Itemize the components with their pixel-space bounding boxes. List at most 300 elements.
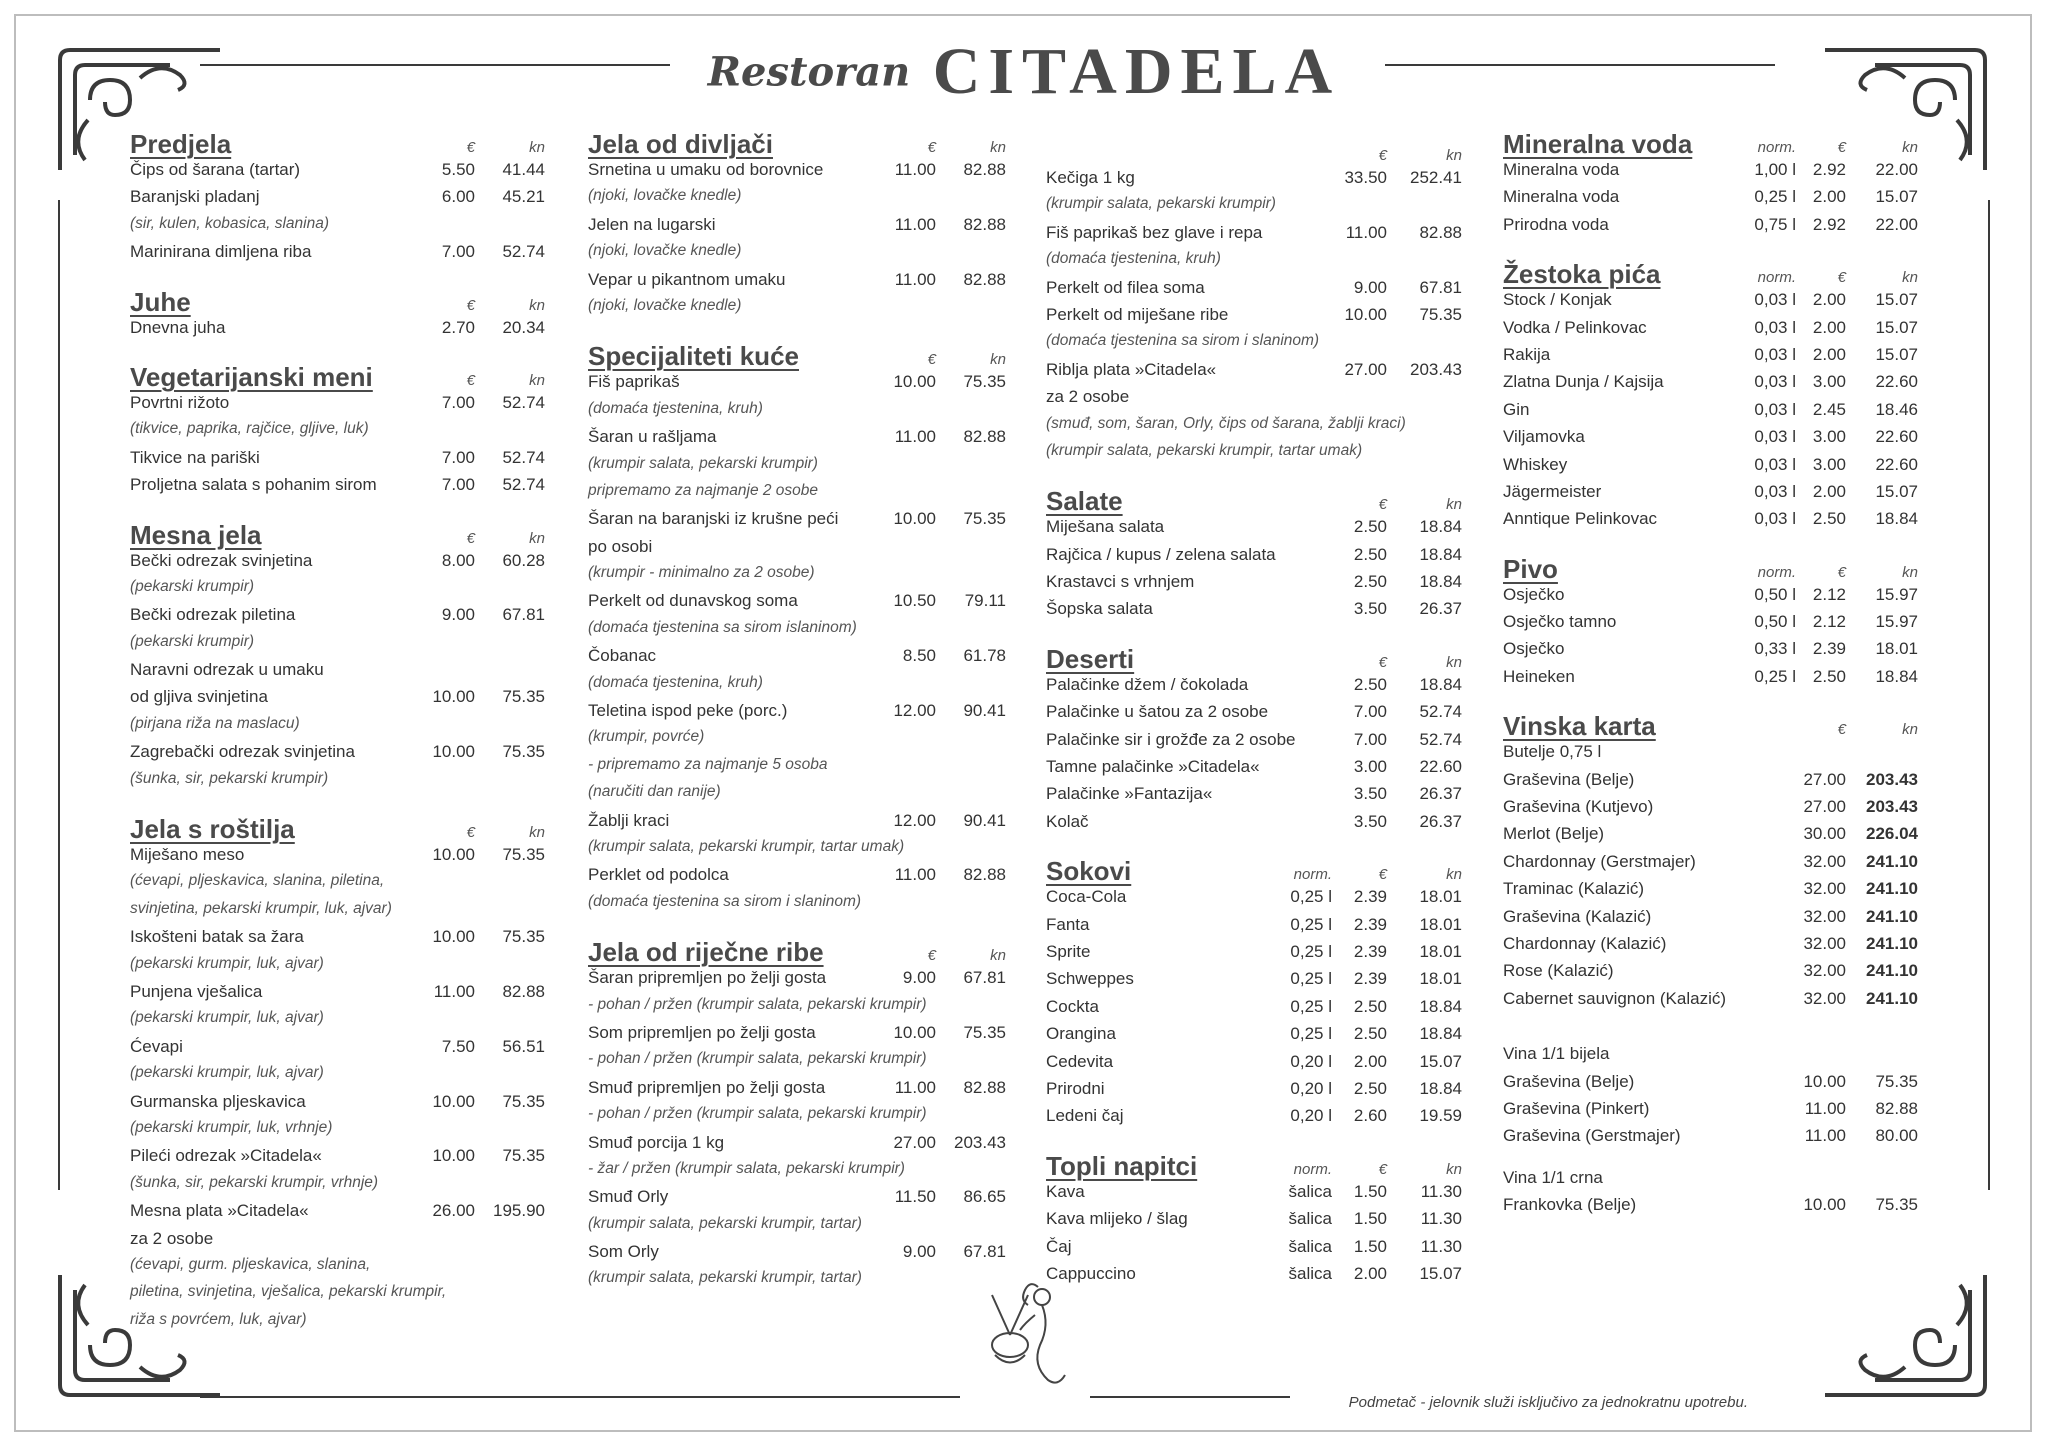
item-note: riža s povrćem, luk, ajvar) [130,1310,307,1328]
menu-section [1503,122,1918,242]
item-name: Cockta [1046,996,1099,1016]
column-label-norm: norm. [1293,1160,1332,1178]
item-volume: 0,20 l [1290,1078,1332,1098]
item-price-eur: 1.50 [1353,1209,1387,1229]
item-volume: šalica [1288,1209,1332,1229]
menu-item [130,687,545,714]
menu-section [1046,130,1462,469]
menu-item [1046,305,1462,332]
item-name: za 2 osobe [130,1228,214,1248]
item-note: (šunka, sir, pekarski krumpir, vrhnje) [130,1173,379,1191]
menu-item [1503,612,1918,639]
item-price-kn: 41.44 [502,160,545,179]
item-volume: 0,20 l [1290,1051,1332,1071]
column-label-kn: kn [529,529,545,547]
item-name: Žablji kraci [588,810,670,830]
item-name: Som Orly [588,1242,659,1262]
item-name: od gljiva svinjetina [130,687,268,707]
item-price-eur: 2.00 [1812,481,1846,501]
item-price-kn: 19.59 [1419,1106,1462,1126]
item-name: Smuđ pripremljen po želji gosta [588,1077,826,1097]
menu-item [1503,585,1918,612]
section-title: Specijaliteti kuće [588,341,799,372]
menu-item [130,551,545,578]
section-header [588,930,1006,968]
item-price-kn: 82.88 [963,269,1006,289]
item-price-kn: 15.07 [1875,481,1918,501]
item-price-kn: 18.01 [1419,887,1462,907]
item-price-eur: 10.00 [432,1091,475,1111]
menu-item [588,968,1006,995]
item-price-kn: 75.35 [502,1146,545,1166]
item-name: Traminac (Kalazić) [1503,879,1645,899]
item-price-kn: 15.07 [1875,187,1918,207]
item-price-kn: 82.88 [963,1077,1006,1097]
item-price-eur: 10.00 [432,927,475,947]
item-price-eur: 12.00 [893,701,936,721]
menu-item [1046,599,1462,626]
item-price-eur: 1.50 [1353,1181,1387,1201]
wine-item [1503,1126,1918,1153]
item-note: piletina, svinjetina, vješalica, pekarski krumpir, [130,1283,447,1301]
wine-item [1503,1099,1918,1126]
item-name: Smuđ Orly [588,1187,669,1207]
item-price-kn: 60.28 [502,550,545,570]
item-name: Rakija [1503,344,1551,364]
item-price-eur: 10.00 [1803,1195,1846,1215]
item-volume: 0,03 l [1754,427,1796,447]
item-price-eur: 10.00 [893,372,936,392]
item-price-kn: 18.84 [1419,572,1462,592]
item-name: Tamne palačinke »Citadela« [1046,757,1260,777]
item-name: Tikvice na pariški [130,447,260,467]
item-name: Heineken [1503,666,1575,686]
left-border [58,200,60,1190]
item-price-kn: 195.90 [493,1201,545,1221]
menu-item [1503,215,1918,242]
menu-item [1046,757,1462,784]
item-price-kn: 82.88 [963,214,1006,234]
item-volume: 0,03 l [1754,372,1796,392]
item-price-eur: 2.39 [1812,639,1846,659]
header-restoran: Restoran [707,48,911,96]
column-label-kn: kn [1902,139,1918,156]
item-name: Sprite [1046,941,1091,961]
item-price-eur: 2.50 [1353,996,1387,1016]
section-title: Vinska karta [1503,711,1656,742]
item-price-eur: 3.50 [1353,811,1387,831]
column-label-norm: norm. [1757,563,1796,581]
item-price-eur: 2.39 [1353,914,1387,934]
item-volume: 0,03 l [1754,344,1796,364]
column-label-eur: € [466,529,475,547]
item-volume: 0,25 l [1290,996,1332,1016]
item-price-kn: 18.84 [1875,666,1918,686]
item-volume: 0,75 l [1754,214,1796,234]
column-label-eur: € [1378,496,1387,514]
item-price-kn: 82.88 [502,981,545,1001]
menu-section [130,807,545,1338]
item-price-kn: 22.00 [1875,214,1918,234]
item-note: (pekarski krumpir, luk, ajvar) [130,1009,324,1027]
item-price-kn: 45.21 [502,187,545,207]
menu-item [130,742,545,769]
item-name: Baranjski pladanj [130,187,260,207]
item-price-eur: 7.00 [1353,702,1387,722]
item-price-kn: 15.97 [1875,612,1918,632]
item-price-kn: 26.37 [1419,599,1462,619]
item-note: (pekarski krumpir, luk, ajvar) [130,1064,324,1082]
item-name: Čobanac [588,646,657,666]
item-price-kn: 18.84 [1419,996,1462,1016]
item-price-eur: 30.00 [1803,824,1846,844]
item-price-eur: 9.00 [902,968,936,988]
item-name: Srnetina u umaku od borovnice [588,160,824,179]
item-price-kn: 75.35 [963,372,1006,392]
item-note: (šunka, sir, pekarski krumpir) [130,769,329,787]
item-price-eur: 2.70 [441,317,475,337]
item-name: Kolač [1046,811,1089,831]
item-price-eur: 2.00 [1353,1263,1387,1283]
item-price-eur: 10.50 [893,591,936,611]
column-label-kn: kn [1446,147,1462,164]
item-name: Fiš paprikaš [588,372,680,392]
item-price-kn: 18.01 [1419,914,1462,934]
menu-item [130,982,545,1009]
column-label-kn: kn [1446,653,1462,671]
menu-item [588,509,1006,536]
item-price-eur: 32.00 [1803,961,1846,981]
item-price-kn: 20.34 [502,317,545,337]
item-note: (domaća tjestenina sa sirom islaninom) [588,618,857,636]
item-price-eur: 2.50 [1353,1024,1387,1044]
item-note: (naručiti dan ranije) [588,783,721,801]
item-price-kn: 22.60 [1875,372,1918,392]
item-name: Anntique Pelinkovac [1503,509,1658,529]
column-label-kn: kn [1902,721,1918,739]
item-price-eur: 26.00 [432,1201,475,1221]
item-name: Ćevapi [130,1036,183,1056]
menu-item [1503,455,1918,482]
item-volume: 0,03 l [1754,454,1796,474]
menu-item [1046,1264,1462,1291]
item-price-eur: 11.00 [894,214,936,234]
item-price-kn: 75.35 [502,687,545,707]
item-price-eur: 10.00 [1803,1071,1846,1091]
item-name: Gurmanska pljeskavica [130,1091,306,1111]
item-name: Kava [1046,1181,1085,1201]
menu-item [130,475,545,502]
item-price-eur: 11.00 [894,427,936,447]
item-name: Šaran na baranjski iz krušne peći [588,509,839,529]
item-name: Proljetna salata s pohanim sirom [130,475,377,495]
mermaid-illustration-icon [980,1275,1070,1395]
section-header [1046,849,1462,887]
wine-item [1503,1072,1918,1099]
item-price-eur: 7.00 [441,392,475,412]
menu-item [1503,667,1918,694]
wine-subheading-bottles: Butelje 0,75 l [1503,742,1602,762]
item-price-kn: 18.46 [1875,399,1918,419]
item-price-eur: 2.92 [1812,160,1846,179]
section-title: Žestoka pića [1503,259,1661,290]
menu-item [1046,812,1462,839]
item-price-kn: 15.07 [1875,344,1918,364]
column-label-kn: kn [990,139,1006,156]
item-price-kn: 226.04 [1866,824,1918,844]
item-note: (pekarski krumpir, luk, ajvar) [130,954,324,972]
item-price-eur: 2.39 [1353,887,1387,907]
item-volume: 0,25 l [1290,887,1332,907]
item-note: (krumpir salata, pekarski krumpir, tartar) [588,1269,862,1287]
item-price-eur: 32.00 [1803,906,1846,926]
menu-section [1503,547,1918,695]
menu-item [588,427,1006,454]
bottom-border-left [200,1396,960,1398]
wine-item [1503,907,1918,934]
menu-item [588,646,1006,673]
item-price-kn: 22.60 [1419,757,1462,777]
item-price-kn: 11.30 [1420,1181,1462,1201]
column-label-eur: € [1837,269,1846,287]
item-price-eur: 7.00 [441,447,475,467]
item-price-kn: 52.74 [1419,729,1462,749]
column-label-kn: kn [529,296,545,314]
item-name: Prirodna voda [1503,214,1609,234]
section-title: Vegetarijanski meni [130,361,373,392]
wine-item [1503,1195,1918,1222]
item-price-eur: 12.00 [893,810,936,830]
item-volume: 0,25 l [1754,666,1796,686]
item-name: po osobi [588,536,653,556]
menu-item [130,845,545,872]
item-price-eur: 3.50 [1353,784,1387,804]
item-price-kn: 82.88 [1419,222,1462,242]
item-name: Kečiga 1 kg [1046,168,1135,187]
column-label-eur: € [927,139,936,156]
item-price-kn: 15.07 [1419,1263,1462,1283]
menu-item [130,660,545,687]
item-name: Dnevna juha [130,317,226,337]
item-name: Cedevita [1046,1051,1114,1071]
item-price-eur: 1.50 [1353,1236,1387,1256]
menu-item [1503,372,1918,399]
spacer [1503,1016,1918,1030]
item-price-kn: 11.30 [1420,1209,1462,1229]
wine-subheading-red: Vina 1/1 crna [1503,1167,1603,1187]
item-price-eur: 27.00 [1803,797,1846,817]
menu-item [1046,223,1462,250]
item-price-kn: 75.35 [1875,1071,1918,1091]
section-header [1046,130,1462,168]
item-note: (domaća tjestenina, kruh) [588,399,763,417]
item-price-eur: 2.92 [1812,214,1846,234]
item-volume: 0,25 l [1754,187,1796,207]
section-title: Jela s roštilja [130,814,295,845]
item-price-kn: 75.35 [963,1022,1006,1042]
column-label-kn: kn [529,139,545,156]
item-name: Schweppes [1046,969,1134,989]
item-price-kn: 82.88 [1875,1098,1918,1118]
item-price-kn: 15.07 [1875,317,1918,337]
menu-item [588,270,1006,297]
item-name: Merlot (Belje) [1503,824,1605,844]
menu-section [130,355,545,503]
column-label-kn: kn [990,947,1006,965]
item-price-eur: 8.00 [441,550,475,570]
item-note: (tikvice, paprika, rajčice, gljive, luk) [130,420,369,438]
item-note: (sir, kulen, kobasica, slanina) [130,214,330,232]
column-label-eur: € [1378,147,1387,164]
item-price-kn: 86.65 [963,1187,1006,1207]
item-price-eur: 11.00 [894,269,936,289]
section-header [1046,479,1462,517]
menu-item [1046,1079,1462,1106]
item-price-kn: 18.01 [1419,941,1462,961]
menu-section [1503,252,1918,537]
menu-item [130,1092,545,1119]
column-label-eur: € [927,351,936,369]
item-name: Osječko [1503,584,1565,604]
item-price-eur: 32.00 [1803,851,1846,871]
item-price-kn: 75.35 [963,509,1006,529]
menu-item [1046,675,1462,702]
item-price-eur: 2.60 [1353,1106,1387,1126]
column-label-kn: kn [529,824,545,842]
wine-item [1503,797,1918,824]
item-volume: 0,25 l [1290,1024,1332,1044]
item-name: Bečki odrezak svinjetina [130,550,313,570]
item-price-eur: 8.50 [902,646,936,666]
menu-item [1503,160,1918,187]
item-name: Cabernet sauvignon (Kalazić) [1503,988,1727,1008]
menu-item [1503,400,1918,427]
column-label-kn: kn [1902,269,1918,287]
item-price-eur: 27.00 [893,1132,936,1152]
menu-item [1046,915,1462,942]
section-header [130,355,545,393]
item-price-eur: 32.00 [1803,988,1846,1008]
item-price-eur: 2.00 [1812,344,1846,364]
menu-item [588,537,1006,564]
item-price-eur: 2.00 [1812,290,1846,310]
item-price-eur: 7.00 [441,242,475,262]
menu-item [1046,545,1462,572]
item-name: Marinirana dimljena riba [130,242,312,262]
item-volume: 0,25 l [1290,914,1332,934]
menu-item [588,372,1006,399]
menu-item [588,1078,1006,1105]
item-volume: 0,50 l [1754,612,1796,632]
item-volume: šalica [1288,1236,1332,1256]
item-price-kn: 18.84 [1419,1024,1462,1044]
spacer [1503,1030,1918,1044]
item-price-eur: 11.00 [894,1077,936,1097]
item-note: (pirjana riža na maslacu) [130,714,300,732]
item-volume: 1,00 l [1754,160,1796,179]
menu-item [1046,702,1462,729]
column-label-eur: € [1837,139,1846,156]
item-price-kn: 80.00 [1875,1126,1918,1146]
item-note: (ćevapi, pljeskavica, slanina, piletina, [130,872,385,890]
section-header [1046,637,1462,675]
menu-item [1046,168,1462,195]
item-price-eur: 11.00 [1804,1126,1846,1146]
item-note: (pekarski krumpir) [130,632,255,650]
menu-item [130,1146,545,1173]
menu-item [130,160,545,187]
item-volume: 0,20 l [1290,1106,1332,1126]
menu-item [1046,1052,1462,1079]
item-name: Fiš paprikaš bez glave i repa [1046,222,1263,242]
column-label-eur: € [466,296,475,314]
item-note: (krumpir salata, pekarski krumpir, tartar umak) [588,837,905,855]
column-label-kn: kn [529,371,545,389]
menu-item [1503,318,1918,345]
menu-item [1503,290,1918,317]
wine-item [1503,879,1918,906]
section-title: Salate [1046,486,1123,517]
menu-section [130,513,545,798]
column-label-kn: kn [1446,866,1462,884]
item-name: Šaran pripremljen po želji gosta [588,968,827,988]
column-label-eur: € [466,371,475,389]
menu-item [1046,1024,1462,1051]
item-name: Perkelt od dunavskog soma [588,591,798,611]
item-volume: 0,03 l [1754,317,1796,337]
menu-item [1046,572,1462,599]
item-note: (krumpir, povrće) [588,728,705,746]
menu-item [1503,509,1918,536]
item-price-kn: 67.81 [963,1242,1006,1262]
item-name: Viljamovka [1503,427,1585,447]
item-note: - pripremamo za najmanje 5 osoba [588,755,828,773]
item-name: Teletina ispod peke (porc.) [588,701,788,721]
item-name: za 2 osobe [1046,387,1130,407]
bottom-border-right [1090,1396,1290,1398]
item-name: Frankovka (Belje) [1503,1195,1637,1215]
menu-item [1503,482,1918,509]
column-label-norm: norm. [1757,139,1796,156]
item-volume: 0,03 l [1754,481,1796,501]
item-price-eur: 11.00 [894,160,936,179]
item-price-kn: 18.01 [1419,969,1462,989]
item-price-kn: 22.00 [1875,160,1918,179]
item-volume: šalica [1288,1263,1332,1283]
item-price-eur: 6.00 [441,187,475,207]
item-name: Chardonnay (Gerstmajer) [1503,851,1696,871]
item-name: Graševina (Kutjevo) [1503,797,1654,817]
item-note: - pohan / pržen (krumpir salata, pekarski krumpir) [588,1105,927,1123]
wine-item [1503,852,1918,879]
item-price-eur: 7.00 [441,475,475,495]
menu-column-4 [1503,122,1918,1233]
item-name: Mineralna voda [1503,187,1620,207]
item-name: Smuđ porcija 1 kg [588,1132,725,1152]
menu-item [1046,360,1462,387]
item-name: Cappuccino [1046,1263,1136,1283]
item-price-kn: 56.51 [502,1036,545,1056]
item-name: Palačinke džem / čokolada [1046,674,1249,694]
item-note: (domaća tjestenina sa sirom i slaninom) [588,892,862,910]
menu-item [1046,1106,1462,1133]
menu-item [130,1037,545,1064]
column-label-kn: kn [990,351,1006,369]
item-price-kn: 22.60 [1875,427,1918,447]
item-name: Graševina (Gerstmajer) [1503,1126,1681,1146]
menu-item [1503,345,1918,372]
column-label-eur: € [1837,563,1846,581]
